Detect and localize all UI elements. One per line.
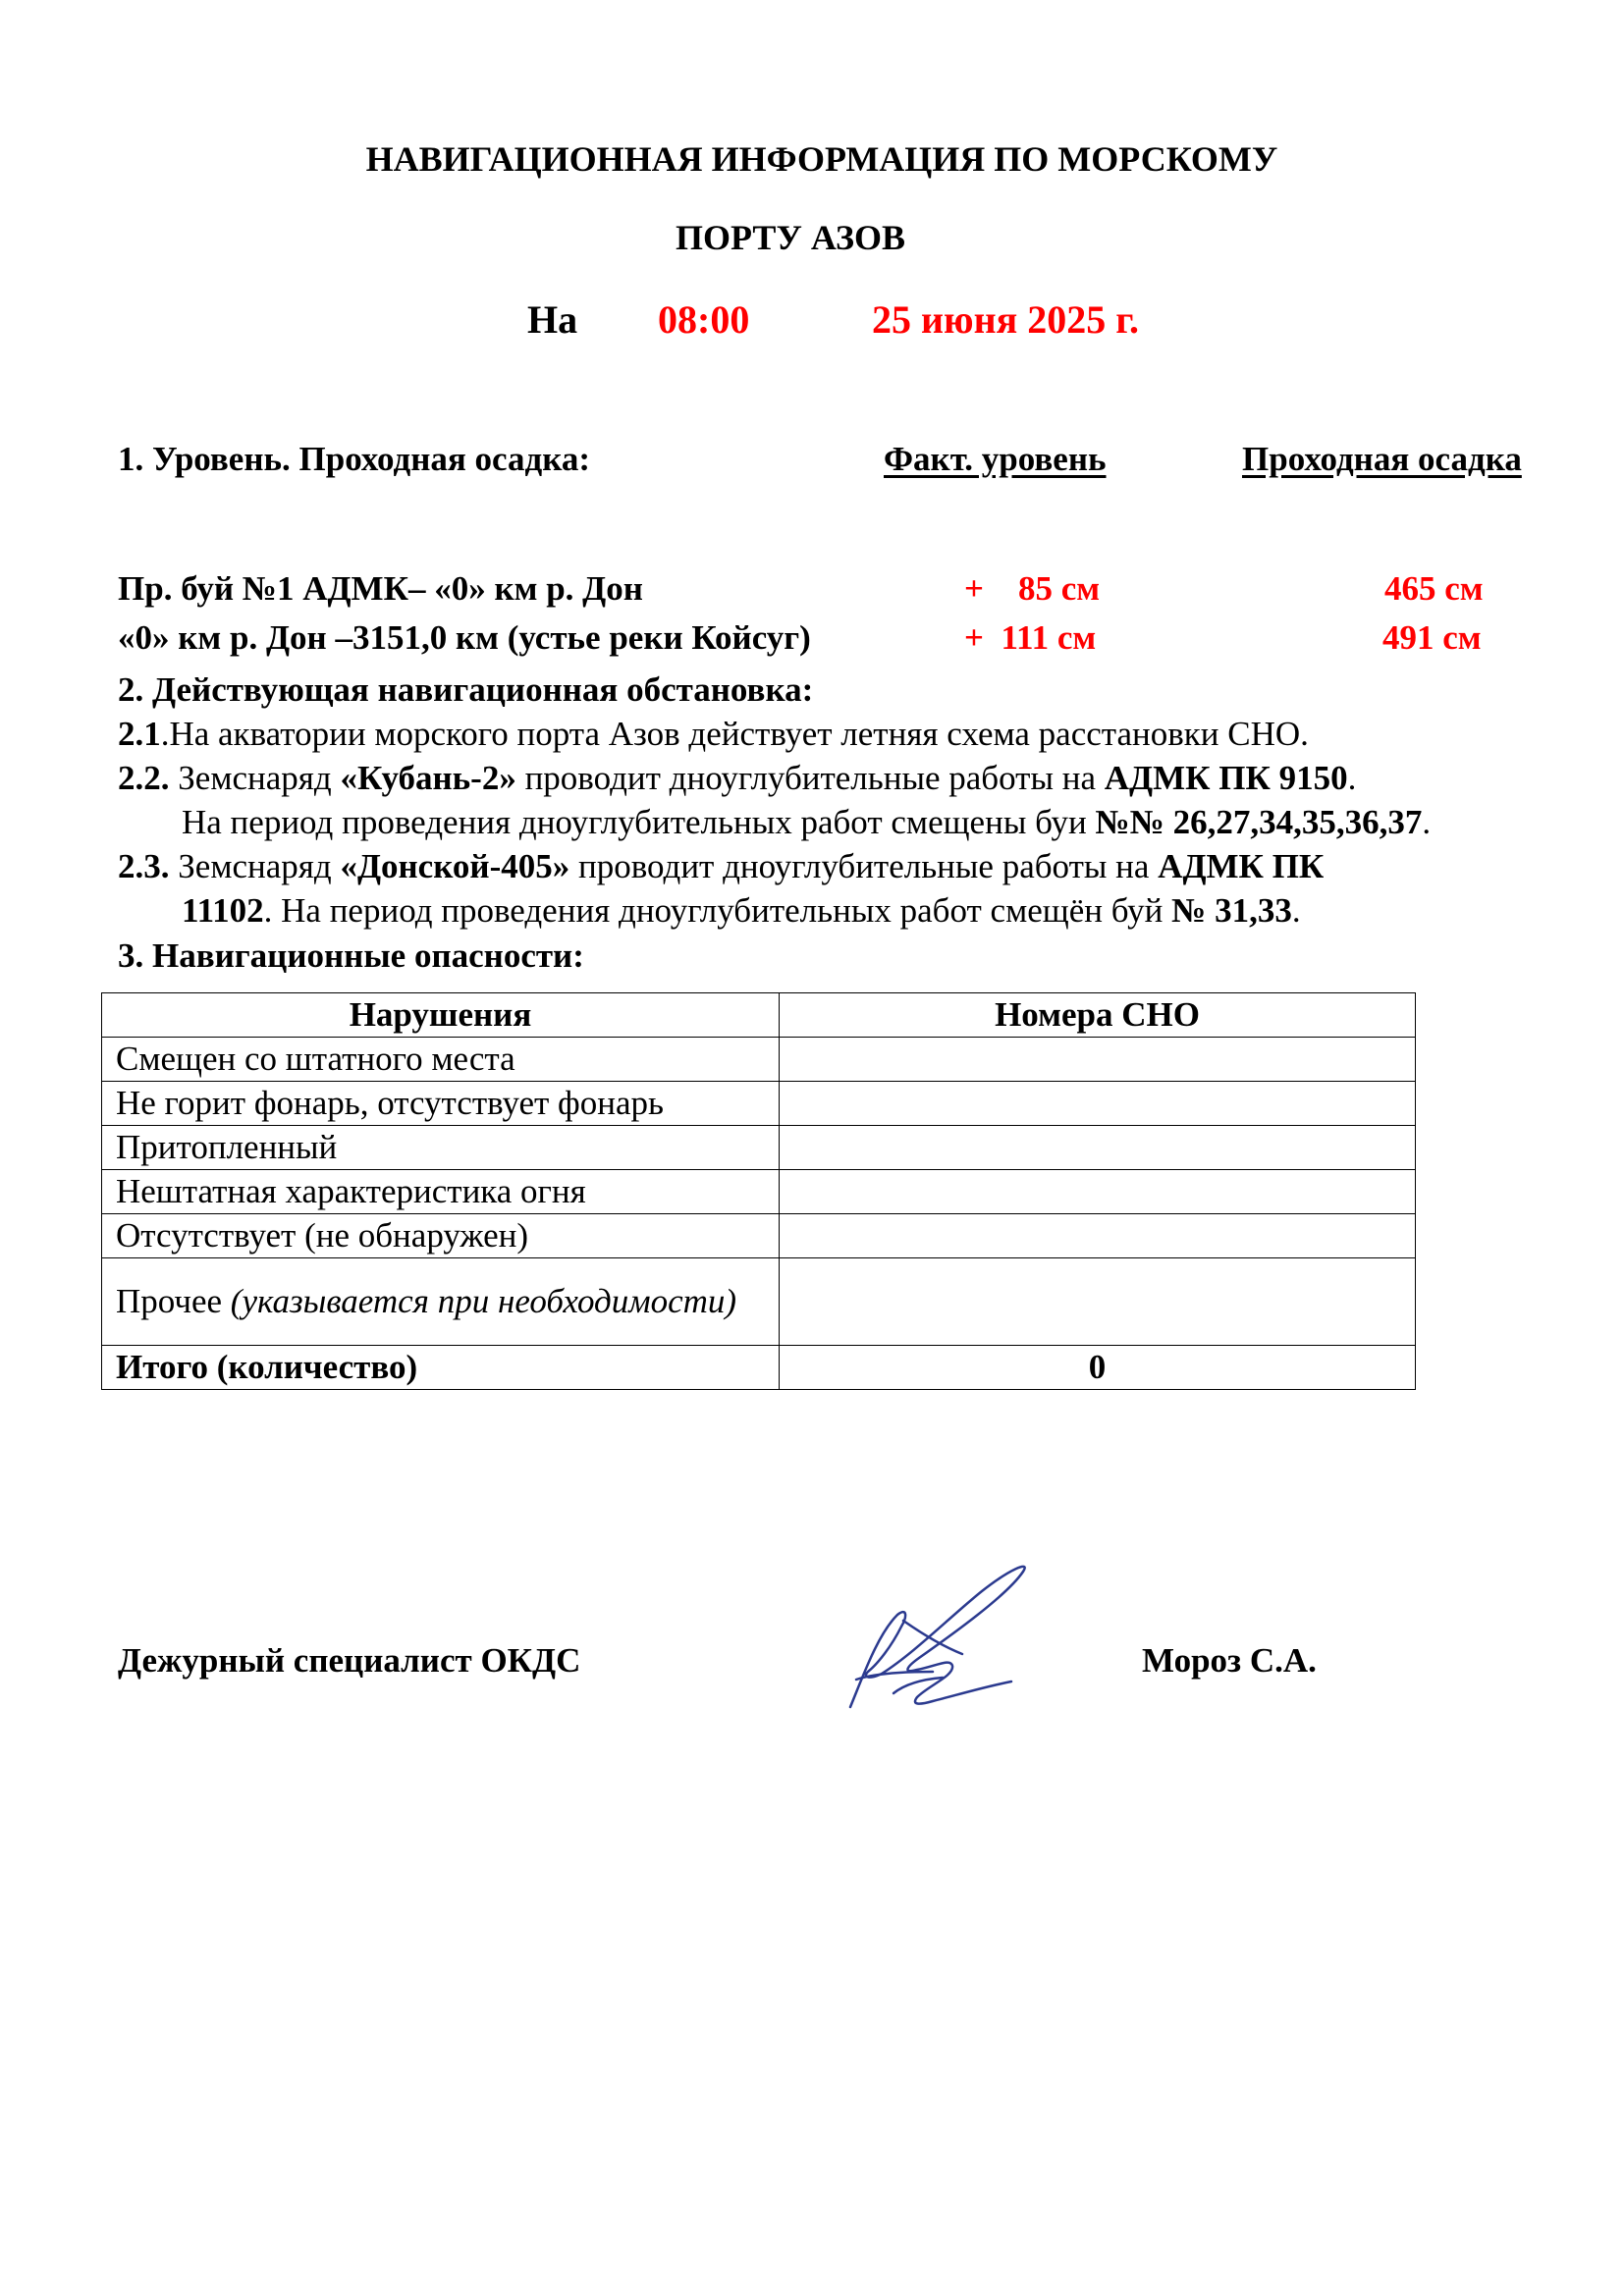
row-label: Отсутствует (не обнаружен) bbox=[102, 1214, 780, 1258]
row-value bbox=[780, 1038, 1416, 1082]
table-row bbox=[102, 1082, 1416, 1126]
table-row-total bbox=[102, 1346, 1416, 1390]
text: проводит дноуглубительные работы на bbox=[569, 847, 1159, 885]
text: . bbox=[1347, 759, 1357, 797]
level-row-2-level: + 111 см bbox=[964, 618, 1097, 657]
dredger-name: «Донской-405» bbox=[340, 847, 570, 885]
location: АДМК ПК 9150 bbox=[1104, 759, 1348, 797]
section2-heading: 2. Действующая навигационная обстановка: bbox=[118, 670, 814, 709]
col-fact-level: Факт. уровень bbox=[884, 440, 1107, 478]
text: . bbox=[1422, 803, 1432, 841]
row-value bbox=[780, 1214, 1416, 1258]
other-note: (указывается при необходимости) bbox=[230, 1282, 737, 1320]
dredger-name: «Кубань-2» bbox=[340, 759, 516, 797]
location: АДМК ПК bbox=[1158, 847, 1325, 885]
paragraph-number: 2.3. bbox=[118, 847, 170, 885]
row-label bbox=[102, 1258, 780, 1346]
paragraph-2-3-line1 bbox=[118, 847, 1324, 886]
row-label: Нештатная характеристика огня bbox=[102, 1170, 780, 1214]
col-aid-numbers-header: Номера СНО bbox=[780, 993, 1416, 1038]
row-label: Притопленный bbox=[102, 1126, 780, 1170]
row-value bbox=[780, 1082, 1416, 1126]
paragraph-number: 2.2. bbox=[118, 759, 170, 797]
level-row-1-place: Пр. буй №1 АДМК– «0» км р. Дон bbox=[118, 569, 643, 608]
row-value bbox=[780, 1258, 1416, 1346]
level-row-2-draft: 491 см bbox=[1382, 618, 1482, 657]
paragraph-2-2-line2 bbox=[182, 803, 1431, 842]
row-label: Не горит фонарь, отсутствует фонарь bbox=[102, 1082, 780, 1126]
other-label: Прочее bbox=[116, 1282, 231, 1320]
buoy-numbers: № 31,33 bbox=[1171, 891, 1292, 930]
paragraph-text: .На акватории морского порта Азов действует летняя схема расстановки СНО. bbox=[160, 715, 1309, 753]
total-label: Итого (количество) bbox=[102, 1346, 780, 1390]
section3-heading: 3. Навигационные опасности: bbox=[118, 936, 584, 975]
section1-heading: 1. Уровень. Проходная осадка: bbox=[118, 440, 591, 478]
report-date: 25 июня 2025 г. bbox=[872, 297, 1139, 342]
level-row-1-level: + 85 см bbox=[964, 569, 1101, 608]
table-row bbox=[102, 1126, 1416, 1170]
buoy-numbers: №№ 26,27,34,35,36,37 bbox=[1095, 803, 1423, 841]
paragraph-2-3-line2 bbox=[182, 891, 1301, 931]
text: На период проведения дноуглубительных работ смещены буи bbox=[182, 803, 1096, 841]
col-passing-draft: Проходная осадка bbox=[1242, 440, 1522, 478]
total-value: 0 bbox=[780, 1346, 1416, 1390]
paragraph-2-2-line1 bbox=[118, 759, 1356, 798]
col-violations-header: Нарушения bbox=[102, 993, 780, 1038]
row-value bbox=[780, 1126, 1416, 1170]
duty-specialist-name: Мороз С.А. bbox=[1142, 1641, 1317, 1680]
signature-icon bbox=[835, 1556, 1031, 1713]
table-row bbox=[102, 1214, 1416, 1258]
text: . На период проведения дноуглубительных работ смещён буй bbox=[263, 891, 1172, 930]
text: Земснаряд bbox=[169, 759, 341, 797]
table-row bbox=[102, 1170, 1416, 1214]
report-time: 08:00 bbox=[658, 297, 750, 342]
row-value bbox=[780, 1170, 1416, 1214]
level-row-2-place: «0» км р. Дон –3151,0 км (устье реки Койсуг) bbox=[118, 618, 811, 657]
document-title-line2: ПОРТУ АЗОВ bbox=[676, 218, 905, 257]
hazards-table bbox=[101, 992, 1416, 1390]
text: . bbox=[1291, 891, 1301, 930]
paragraph-number: 2.1 bbox=[118, 715, 161, 753]
table-header-row bbox=[102, 993, 1416, 1038]
table-row-other bbox=[102, 1258, 1416, 1346]
table-row bbox=[102, 1038, 1416, 1082]
document-title-line1: НАВИГАЦИОННАЯ ИНФОРМАЦИЯ ПО МОРСКОМУ bbox=[365, 139, 1278, 179]
level-row-1-draft: 465 см bbox=[1384, 569, 1484, 608]
on-label: На bbox=[527, 297, 578, 342]
location-continued: 11102 bbox=[182, 891, 264, 930]
row-label: Смещен со штатного места bbox=[102, 1038, 780, 1082]
text: Земснаряд bbox=[169, 847, 341, 885]
text: проводит дноуглубительные работы на bbox=[515, 759, 1105, 797]
paragraph-2-1 bbox=[118, 715, 1309, 754]
duty-specialist-role: Дежурный специалист ОКДС bbox=[118, 1641, 581, 1680]
